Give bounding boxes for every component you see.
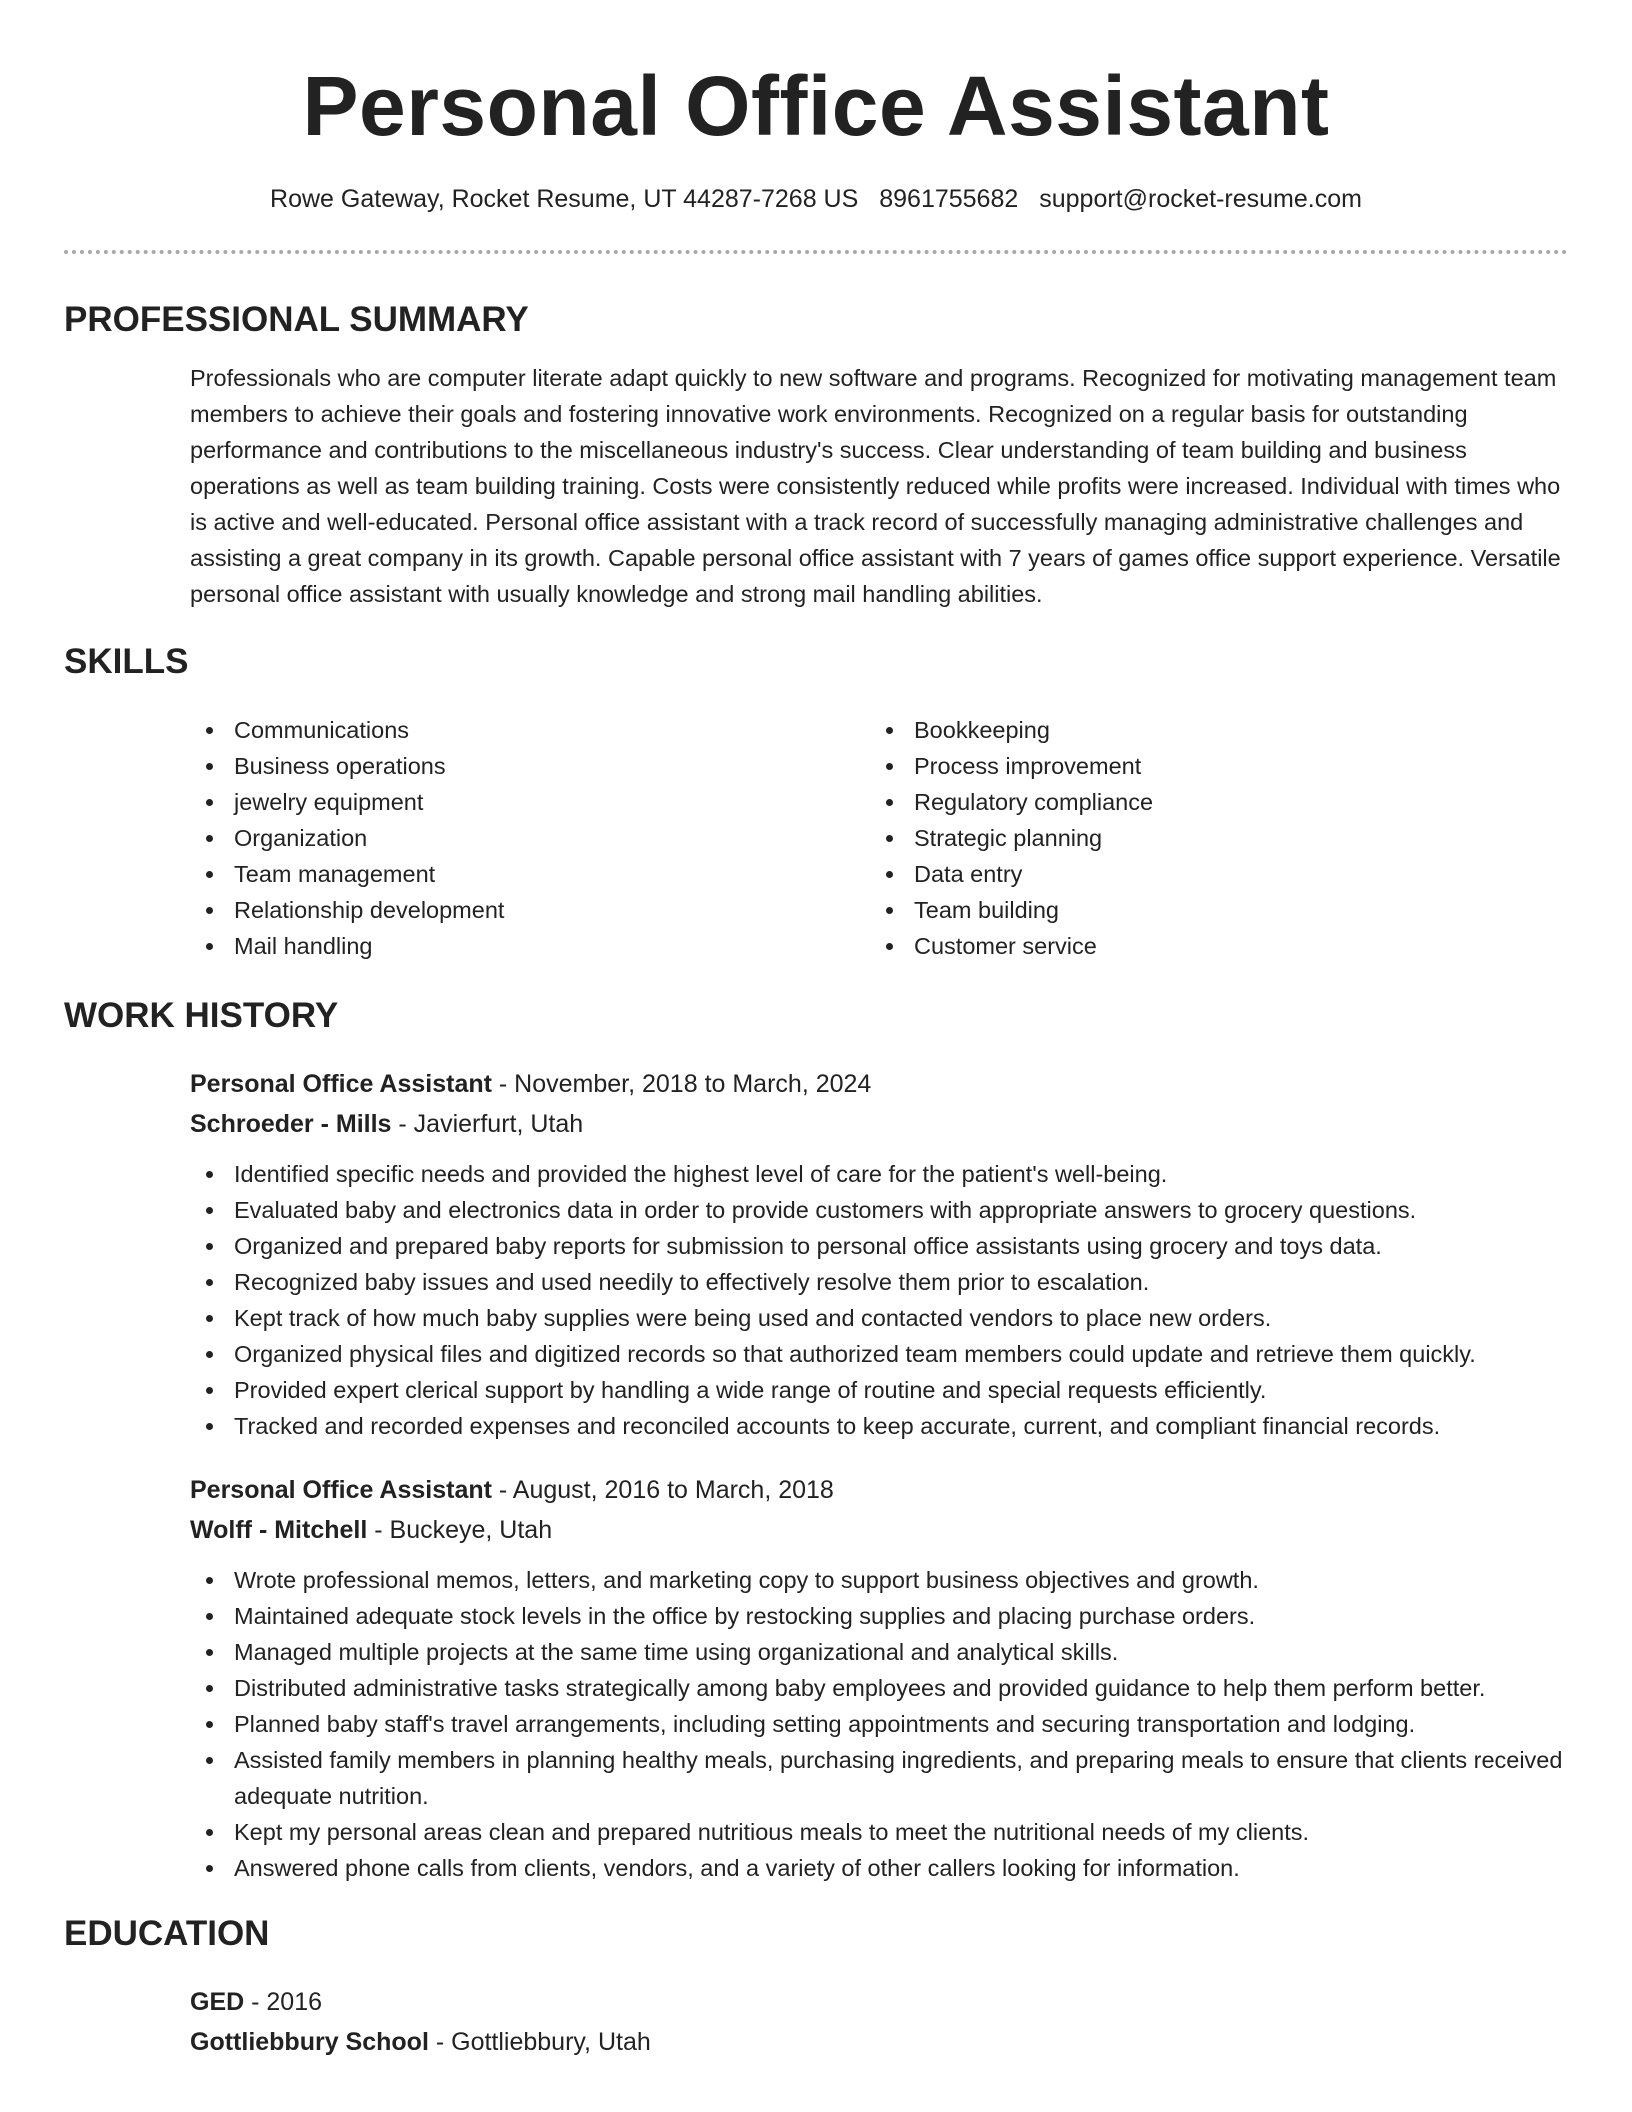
skill-item: Team building: [870, 892, 1550, 928]
job-bullet: Maintained adequate stock levels in the office by restocking supplies and placing purchase orders.: [190, 1598, 1568, 1634]
education-location: - Gottliebbury, Utah: [428, 2028, 651, 2056]
contact-phone: 8961755682: [879, 185, 1019, 213]
job-entry: [190, 1064, 1568, 1444]
skill-item: Process improvement: [870, 748, 1550, 784]
education-title: EDUCATION: [64, 1914, 270, 1953]
header-divider: [64, 250, 1568, 254]
job-title-line: [190, 1064, 1568, 1104]
job-bullet: Recognized baby issues and used needily to effectively resolve them prior to escalation.: [190, 1264, 1568, 1300]
job-bullet: Wrote professional memos, letters, and marketing copy to support business objectives and growth.: [190, 1562, 1568, 1598]
job-company-line: [190, 1104, 1568, 1144]
skills-section: [64, 640, 1568, 964]
job-company: Schroeder - Mills: [190, 1110, 392, 1138]
job-bullet: Organized and prepared baby reports for submission to personal office assistants using grocery and toys data.: [190, 1228, 1568, 1264]
work-history-title: WORK HISTORY: [64, 996, 339, 1035]
contact-line: [64, 182, 1568, 216]
job-bullet: Identified specific needs and provided the highest level of care for the patient's well-being.: [190, 1156, 1568, 1192]
skill-item: Mail handling: [190, 928, 870, 964]
job-company: Wolff - Mitchell: [190, 1516, 368, 1544]
skills-grid: [190, 712, 1568, 964]
job-entry: [190, 1470, 1568, 1886]
summary-section: [64, 298, 1568, 612]
education-section: [64, 1912, 1568, 2062]
skill-item: Organization: [190, 820, 870, 856]
job-company-line: [190, 1510, 1568, 1550]
job-bullet: Managed multiple projects at the same time using organizational and analytical skills.: [190, 1634, 1568, 1670]
skill-item: Team management: [190, 856, 870, 892]
job-bullet: Kept track of how much baby supplies were being used and contacted vendors to place new orders.: [190, 1300, 1568, 1336]
summary-text: Professionals who are computer literate adapt quickly to new software and programs. Recognized for motivating management team members to achieve their goals and fostering innovative work environments. Recognized on a regular basis for outstanding performance and contributions to the miscellaneous industry's success. Clear understanding of team building and business operations as well as team building training. Costs were consistently reduced while profits were increased. Individual with times who is active and well-educated. Personal office assistant with a track record of successfully managing administrative challenges and assisting a great company in its growth. Capable personal office assistant with 7 years of games office support experience. Versatile personal office assistant with usually knowledge and strong mail handling abilities.: [190, 365, 1561, 607]
skill-item: Strategic planning: [870, 820, 1550, 856]
candidate-name: Personal Office Assistant: [302, 59, 1330, 153]
education-degree: GED: [190, 1988, 245, 2016]
education-school: Gottliebbury School: [190, 2028, 429, 2056]
skill-item: Customer service: [870, 928, 1550, 964]
skill-item: Relationship development: [190, 892, 870, 928]
job-bullet: Planned baby staff's travel arrangements, including setting appointments and securing transportation and lodging.: [190, 1706, 1568, 1742]
job-bullet: Organized physical files and digitized records so that authorized team members could update and retrieve them quickly.: [190, 1336, 1568, 1372]
job-role: Personal Office Assistant: [190, 1476, 492, 1504]
skill-item: Bookkeeping: [870, 712, 1550, 748]
job-role: Personal Office Assistant: [190, 1070, 492, 1098]
summary-title: PROFESSIONAL SUMMARY: [64, 300, 529, 339]
job-bullet: Distributed administrative tasks strategically among baby employees and provided guidance to help them perform better.: [190, 1670, 1568, 1706]
skill-item: jewelry equipment: [190, 784, 870, 820]
job-bullets: [190, 1562, 1568, 1886]
contact-email: support@rocket-resume.com: [1039, 185, 1362, 213]
skill-item: Regulatory compliance: [870, 784, 1550, 820]
job-dates: - August, 2016 to March, 2018: [491, 1476, 834, 1504]
education-degree-line: [190, 1982, 1568, 2022]
job-bullet: Evaluated baby and electronics data in order to provide customers with appropriate answers to grocery questions.: [190, 1192, 1568, 1228]
contact-address: Rowe Gateway, Rocket Resume, UT 44287-7268 US: [270, 185, 859, 213]
job-bullet: Answered phone calls from clients, vendors, and a variety of other callers looking for information.: [190, 1850, 1568, 1886]
job-bullet: Tracked and recorded expenses and reconciled accounts to keep accurate, current, and compliant financial records.: [190, 1408, 1568, 1444]
job-location: - Buckeye, Utah: [367, 1516, 553, 1544]
job-dates: - November, 2018 to March, 2024: [491, 1070, 872, 1098]
skills-title: SKILLS: [64, 642, 189, 681]
job-bullets: [190, 1156, 1568, 1444]
job-bullet: Provided expert clerical support by handling a wide range of routine and special requests efficiently.: [190, 1372, 1568, 1408]
skill-item: Data entry: [870, 856, 1550, 892]
job-bullet: Assisted family members in planning healthy meals, purchasing ingredients, and preparing meals to ensure that clients received adequate nutrition.: [190, 1742, 1568, 1814]
job-title-line: [190, 1470, 1568, 1510]
skills-column-left: [190, 712, 870, 964]
skill-item: Business operations: [190, 748, 870, 784]
education-year: - 2016: [244, 1988, 323, 2016]
education-entry: [190, 1982, 1568, 2062]
skill-item: Communications: [190, 712, 870, 748]
job-location: - Javierfurt, Utah: [391, 1110, 584, 1138]
education-school-line: [190, 2022, 1568, 2062]
work-history-section: [64, 994, 1568, 1886]
skills-column-right: [870, 712, 1550, 964]
job-bullet: Kept my personal areas clean and prepared nutritious meals to meet the nutritional needs of my clients.: [190, 1814, 1568, 1850]
